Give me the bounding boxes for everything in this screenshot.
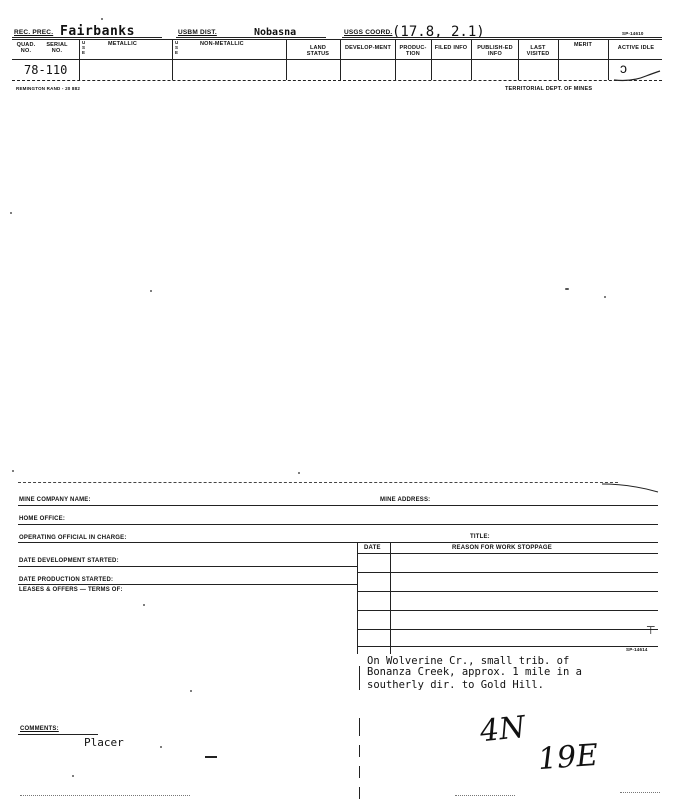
line-home-office [18,524,658,525]
stoppage-row-line [357,610,658,611]
col-divider [340,39,341,80]
operating-official-label: OPERATING OFFICIAL IN CHARGE: [19,535,127,541]
active-idle-scribble [612,70,662,84]
col-production: PRODUC-TION [399,45,427,57]
col-serial-no: SERIAL NO. [46,42,68,54]
scan-speck [565,288,569,290]
col-divider [518,39,519,80]
stoppage-mark: ⊤ [646,625,656,637]
handwritten-note-2: 19E [536,737,600,778]
stoppage-row-line [357,591,658,592]
date-col-label: DATE [364,545,381,551]
reason-col-label: REASON FOR WORK STOPPAGE [452,545,552,551]
line-dev-started [18,566,357,567]
stoppage-row-line [357,629,658,630]
scan-speck [160,746,162,748]
prod-started-label: DATE PRODUCTION STARTED: [19,577,114,583]
usgs-coord-label: USGS COORD. [344,29,393,36]
col-divider [79,39,80,80]
location-line-1: On Wolverine Cr., small trib. of [367,655,570,667]
scan-speck [72,775,74,777]
comment-dash [205,756,217,758]
col-divider [558,39,559,80]
line-prod-started [18,584,357,585]
rec-prec-label: REC. PREC. [14,29,54,36]
row-bottom-line [12,80,662,81]
margin-mark [359,787,360,799]
col-development: DEVELOP-MENT [344,45,392,51]
col-divider [395,39,396,80]
col-divider [431,39,432,80]
line-mine-company [18,505,658,506]
bottom-noise [20,795,190,799]
col-last-visited: LAST VISITED [526,45,550,57]
dev-started-label: DATE DEVELOPMENT STARTED: [19,558,119,564]
stoppage-date-divider [390,542,391,654]
col-use-a: U S E [82,40,86,55]
stoppage-row-line [357,646,658,647]
active-idle-mark: ↄ [620,60,627,76]
scan-speck [101,18,103,20]
header-top-line [12,39,662,40]
home-office-label: HOME OFFICE: [19,516,66,522]
title-label: TITLE: [470,534,490,540]
scan-speck [190,690,192,692]
stoppage-left-border [357,542,358,654]
col-published-info: PUBLISH-ED INFO [477,45,513,57]
col-divider [286,39,287,80]
rec-prec-underline [12,37,162,38]
printer-line: REMINGTON RAND - 20 882 [16,86,81,91]
col-use-b: U S E [175,40,179,55]
leases-label: LEASES & OFFERS — TERMS OF: [19,587,123,593]
margin-mark [359,745,360,757]
col-merit: MERIT [573,42,593,48]
form-number: SP-14610 [622,31,644,36]
comments-value: Placer [84,736,124,749]
usbm-underline [176,37,326,38]
margin-mark [359,666,360,690]
col-active-idle: ACTIVE IDLE [617,45,655,51]
mine-company-label: MINE COMPANY NAME: [19,497,91,503]
handwritten-note-1: 4N [478,709,528,750]
col-non-metallic: NON-METALLIC [200,41,244,47]
usgs-underline [342,37,662,38]
stoppage-row-line [357,572,658,573]
scan-speck [143,604,145,606]
usgs-coord-value: (17.8, 2.1) [392,24,485,40]
usbm-dist-value: Nobasna [254,27,297,38]
location-line-2: Bonanza Creek, approx. 1 mile in a [367,666,582,678]
stoppage-row-line [357,553,658,554]
scan-speck [12,470,14,472]
usbm-dist-label: USBM DIST. [178,29,217,36]
col-divider [471,39,472,80]
scan-speck [150,290,152,292]
lower-top-faint-line [18,482,618,483]
col-metallic: METALLIC [108,41,137,47]
comments-label: COMMENTS: [20,726,59,732]
form-number-2: SP-14614 [626,647,648,652]
col-divider [172,39,173,80]
quad-serial-value: 78-110 [24,63,68,77]
comments-underline [18,734,98,735]
scan-speck [604,296,606,298]
col-divider [608,39,609,80]
header-bottom-line [12,59,662,60]
bottom-noise [620,792,660,796]
margin-mark [359,766,360,778]
col-filed-info: FILED INFO [434,45,468,51]
location-line-3: southerly dir. to Gold Hill. [367,679,545,691]
margin-mark [359,718,360,736]
col-quad-no: QUAD. NO. [16,42,36,54]
mine-address-label: MINE ADDRESS: [380,497,431,503]
department-line: TERRITORIAL DEPT. OF MINES [505,86,593,92]
col-land-status: LAND STATUS [306,45,330,57]
bottom-noise [455,795,515,799]
line-operating-official [18,542,658,543]
lower-right-curve [600,480,660,496]
rec-prec-value: Fairbanks [60,24,135,39]
scan-speck [10,212,12,214]
scan-speck [298,472,300,474]
